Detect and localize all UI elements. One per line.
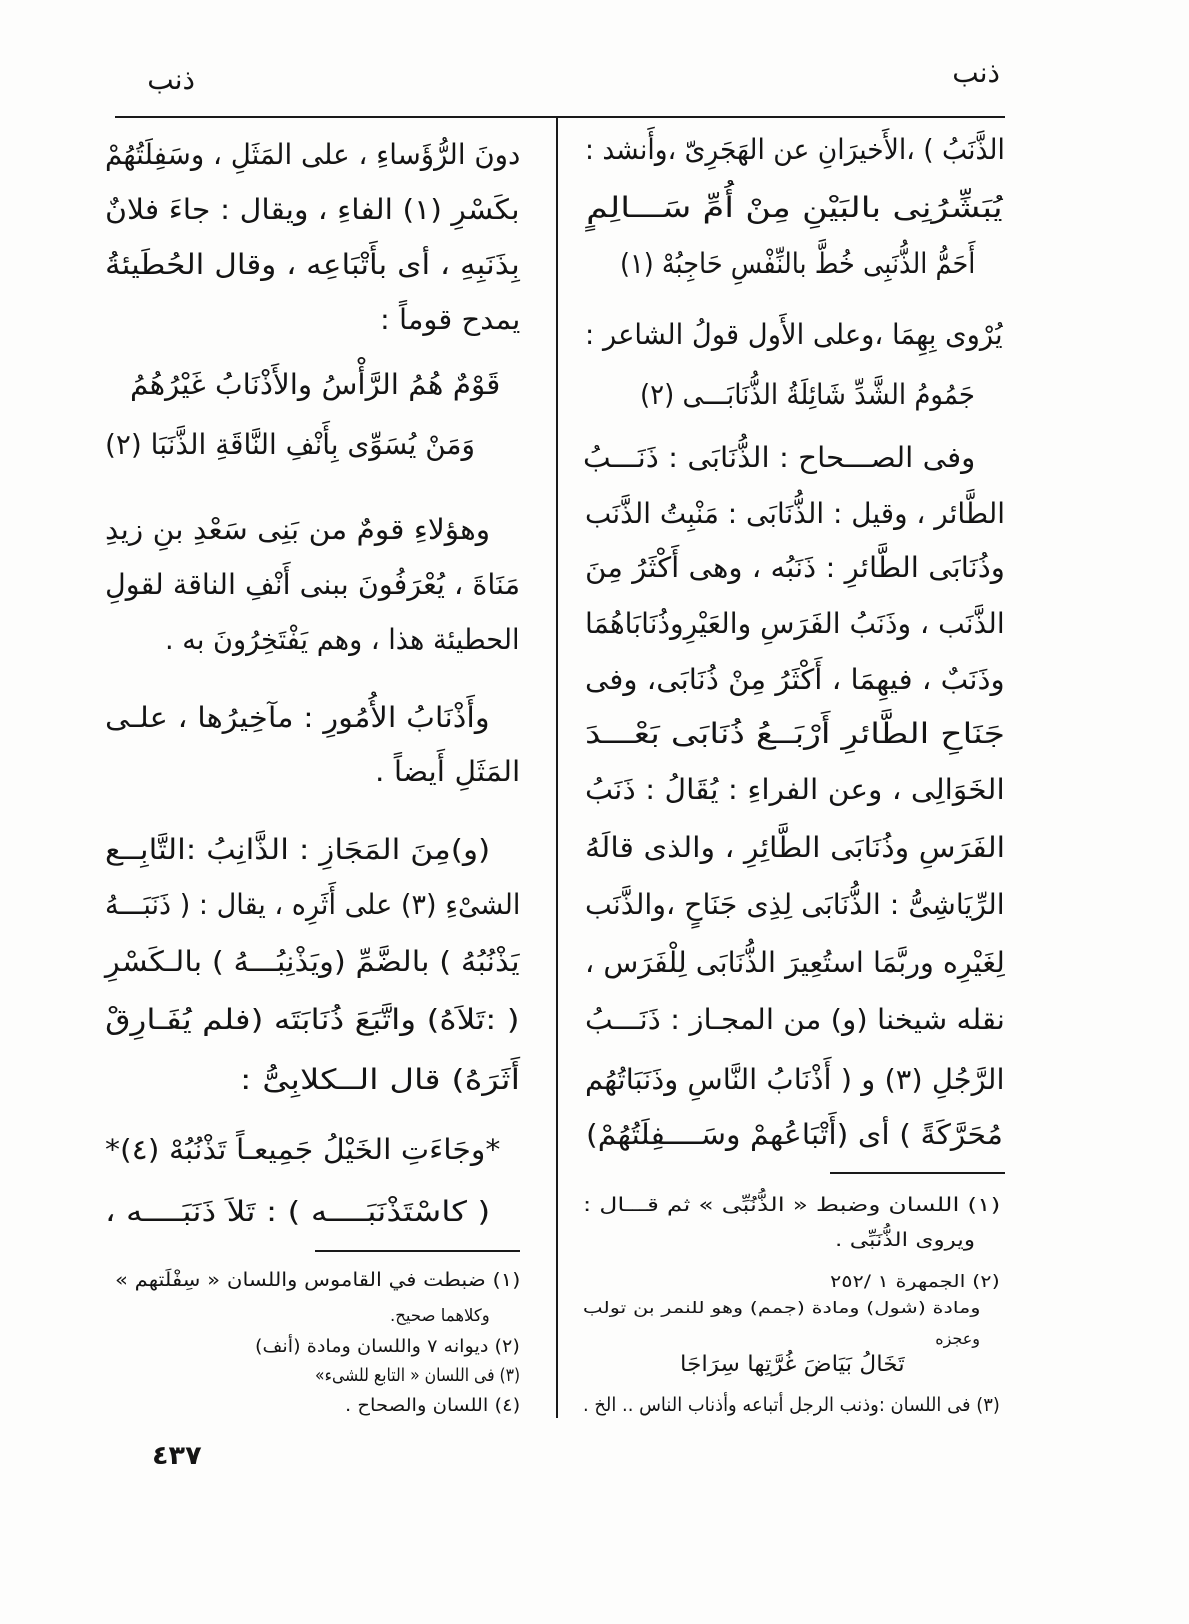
verse-line: جَمُومُ الشَّدِّ شَائِلَةُ الذُّنَابَـــى (٢) [640,378,975,411]
left-column-line: ( كاسْتَذْنَبَــــه ) : تَلاَ ذَنَبَــــه ، [104,1195,490,1228]
left-column-line: وأَذْنَابُ الأُمُورِ : مآخِيرُها ، علـى [105,701,490,734]
right-column-line: لِغَيْرِه وربَّمَا استُعِيرَ الذُّنَابَى لِلْفَرَس ، [585,946,1005,979]
header-rule [115,116,1005,118]
footnote-line: وكلاهما صحيح. [390,1306,490,1326]
column-divider [556,118,558,1418]
right-column-line: وذُنَابَى الطَّائرِ : ذَنَبُه ، وهى أَكْثَرُ مِنَ [585,551,1005,584]
left-column-line: وهؤلاءِ قومٌ من بَنِى سَعْدِ بنِ زيدِ [104,513,490,546]
right-column-line: نقله شيخنا (و) من المجـاز : ذَنَـــبُ [585,1003,1005,1036]
right-column-line: الخَوَالِى ، وعن الفراءِ : يُقَالُ : ذَنَبُ [585,773,1005,806]
left-column-line: بكَسْرِ (١) الفاءِ ، ويقال : جاءَ فلانٌ [105,193,520,226]
page-number: ٤٣٧ [152,1441,202,1471]
right-column-line: الرَّجُلِ (٣) و ( أَذْنَابُ النَّاسِ وذَنَبَاتُهُم [585,1063,1005,1096]
left-column-line: يَذْنُبُهُ ) بالضَّمِّ (ويَذْنِبُـــهُ ) بالـكَسْرِ [105,945,520,978]
verse-line: أَحَمُّ الذُّنَبِى خُطَّ بالنِّفْسِ حَاجِبُهْ (١) [619,247,975,280]
left-footnote-separator [315,1250,520,1252]
right-column-line: الذَّنَب ، وذَنَبُ الفَرَسِ والعَيْرِوذُنَابَاهُمَا [585,607,1005,640]
footnote-line: (٢) الجمهرة ١ /٢٥٢ [830,1272,1000,1292]
footnote-line: (٣) فى اللسان :وذنب الرجل أتباعه وأذناب الناس .. الخ . [583,1394,1000,1416]
right-column-line: جَنَاحِ الطَّائرِ أَرْبَــعُ ذُنَابَى بَعْـــدَ [585,717,1005,750]
left-column-line: الحطيئة هذا ، وهم يَفْتَخِرُونَ به . [165,623,520,656]
right-column-line: وذَنَبٌ ، فيهِمَا ، أَكْثَرُ مِنْ ذُنَابَى، وفى [585,663,1005,696]
verse-line: وَمَنْ يُسَوِّى بِأَنْفِ النَّاقَةِ الذَّنَبَا (٢) [105,428,475,461]
left-column-line: ( :تَلاَهُ) واتَّبَعَ ذُنَابَتَه (فلم يُفَـارِقْ [105,1003,520,1036]
left-column-line: المَثَلِ أَيضاً . [374,755,520,788]
footnote-line: ويروى الذُّنَبِّى . [834,1229,975,1251]
footnote-line: (٢) ديوانه ٧ واللسان ومادة (أنف) [255,1336,520,1357]
left-column-line: مَنَاةَ ، يُعْرَفُونَ ببنى أَنْفِ الناقة لقولِ [104,568,520,601]
right-column-line: الذَّنَبُ ) ،الأَخيرَانِ عن الهَجَرِىّ ،وأَنشد : [585,133,1005,166]
right-column-line: الفَرَسِ وذُنَابَى الطَّائِرِ ، والذى قالَهُ [584,831,1005,864]
left-column-line: يمدح قوماً : [379,303,520,336]
footnote-line: (٣) فى اللسان « التابع للشىء» [314,1365,520,1386]
left-column-line: الشىْءِ (٣) على أَثَرِه ، يقال : ( ذَنَبَـــهُ [104,888,520,921]
right-column-line: وفى الصـــحاح : الذُّنَابَى : ذَنَـــبُ [582,441,975,474]
left-column-line: دونَ الرُّؤَساءِ ، على المَثَلِ ، وسَفِلَتُهُمْ [104,138,520,171]
right-footnote-separator [830,1172,1005,1174]
footnote-line: (١) ضبطت في القاموس واللسان « سِفْلَتهم » [114,1269,520,1291]
footnote-line: (١) اللسان وضبط « الذُّنُبِّى » ثم قـــال : [582,1194,1000,1216]
right-column-line: يُرْوى بِهِمَا ،وعلى الأَول قولُ الشاعر : [585,318,1003,351]
verse-line: *وجَاءَتِ الخَيْلُ جَمِيعـاً تَذْنُبُهْ (٤)* [104,1133,500,1166]
verse-line: قَوْمٌ هُمُ الرَّأْسُ والأَذْنَابُ غَيْرُهُمُ [129,368,500,401]
left-column-line: أَثَرَهُ) قال الــكلابِىُّ : [239,1063,520,1096]
right-column-line: الرِّيَاشِىُّ : الذُّنَابَى لِذِى جَنَاحٍ ،والذَّنَب [585,888,1005,921]
footnote-verse: تَخَالُ بَيَاضَ غُرَّتِها سِرَاجَا [680,1352,905,1377]
running-header-right: ذنب [952,56,1000,89]
footnote-line: ومادة (شول) ومادة (جمم) وهو للنمر بن تولب [582,1298,980,1317]
footnote-line: (٤) اللسان والصحاح . [344,1395,520,1416]
right-column-line: مُحَرَّكَةً ) أى (أَتْبَاعُهمْ وسَــــفِلَتُهُمْ) [586,1118,1003,1151]
running-header-left: ذنب [147,63,195,96]
right-column-line: الطَّائر ، وقيل : الذُّنَابَى : مَنْبِتُ الذَّنَب [585,497,1005,530]
left-column-line: (و)مِنَ المَجَازِ : الذَّانِبُ :التَّابِــع [104,833,490,866]
footnote-line: وعجزه [935,1329,980,1348]
left-column-line: بِذَنَبِهِ ، أى بأَتْبَاعِه ، وقال الحُطَيئةُ [105,248,520,281]
verse-line: يُبَشِّرُنِى بالبَيْنِ مِنْ أُمِّ سَـــالِمٍ [586,191,1003,224]
